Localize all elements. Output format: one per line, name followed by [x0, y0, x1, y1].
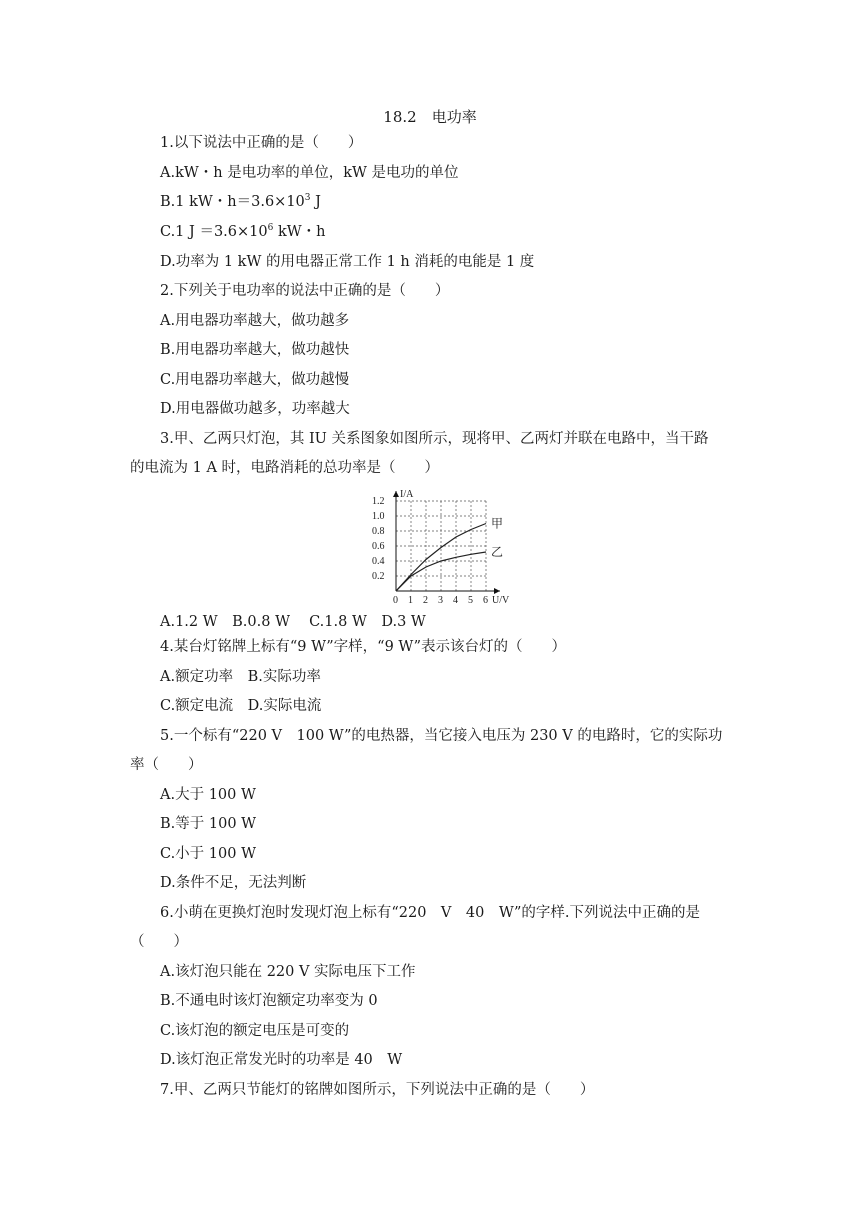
- question-5-option-c: C.小于 100 W: [160, 846, 256, 862]
- question-2-option-d: D.用电器做功越多，功率越大: [160, 401, 350, 417]
- question-1-option-c: C.1 $J =3.6\times 10^6$ kW・h: [160, 223, 326, 240]
- question-2-stem: 2.下列关于电功率的说法中正确的是（ ）: [160, 283, 450, 299]
- x-tick-label: 0: [393, 595, 398, 606]
- x-tick-label: 1: [408, 595, 413, 606]
- question-5-option-b: B.等于 100 W: [160, 816, 257, 832]
- y-tick-label: 0.2: [372, 571, 385, 582]
- question-2-option-b: B.用电器功率越大，做功越快: [160, 342, 350, 358]
- question-3-options: A.1.2 W B.0.8 W C.1.8 W D.3 W: [160, 614, 426, 630]
- question-6-stem-line-2: （ ）: [130, 934, 188, 950]
- question-4-options-cd: C.额定电流 D.实际电流: [160, 698, 322, 714]
- question-1-option-a: A.kW・h 是电功率的单位，kW 是电功的单位: [160, 165, 459, 181]
- x-tick-label: 3: [438, 595, 443, 606]
- question-3-stem-line-1: 3.甲、乙两只灯泡，其 IU 关系图象如图所示，现将甲、乙两灯并联在电路中，当干路: [160, 431, 709, 447]
- page-title: 18.2 电功率: [383, 108, 477, 126]
- question-5-stem-line-1: 5.一个标有“220 V 100 W”的电热器，当它接入电压为 230 V 的电路时，它的实际功: [160, 728, 723, 744]
- y-tick-label: 1.2: [372, 496, 385, 507]
- question-5-option-d: D.条件不足，无法判断: [160, 875, 307, 891]
- x-tick-label: 5: [468, 595, 473, 606]
- x-tick-label: 4: [453, 595, 458, 606]
- question-3-stem-line-2: 的电流为 1 A 时，电路消耗的总功率是（ ）: [130, 460, 440, 476]
- iu-graph: [372, 488, 512, 610]
- question-7-stem: 7.甲、乙两只节能灯的铭牌如图所示，下列说法中正确的是（ ）: [160, 1082, 595, 1098]
- series-label-乙: 乙: [491, 545, 504, 559]
- y-axis-label: I/A: [400, 489, 414, 500]
- question-6-option-a: A.该灯泡只能在 220 V 实际电压下工作: [160, 964, 416, 980]
- question-6-stem-line-1: 6.小萌在更换灯泡时发现灯泡上标有“220 V 40 W”的字样.下列说法中正确的是: [160, 905, 701, 921]
- y-tick-label: 0.6: [372, 541, 385, 552]
- question-5-option-a: A.大于 100 W: [160, 787, 256, 803]
- question-2-option-a: A.用电器功率越大，做功越多: [160, 313, 350, 329]
- question-6-option-b: B.不通电时该灯泡额定功率变为 0: [160, 993, 378, 1009]
- question-1-stem: 1.以下说法中正确的是（ ）: [160, 135, 363, 151]
- x-tick-label: 2: [423, 595, 428, 606]
- question-5-stem-line-2: 率（ ）: [130, 757, 203, 773]
- question-6-option-d: D.该灯泡正常发光时的功率是 40 W: [160, 1052, 403, 1068]
- x-axis-label: U/V: [492, 595, 510, 606]
- question-1-option-d: D.功率为 1 kW 的用电器正常工作 1 h 消耗的电能是 1 度: [160, 254, 535, 270]
- question-1-option-b: B.1 kW・$h=3.6\times 10^3$ J: [160, 193, 321, 210]
- question-4-stem: 4.某台灯铭牌上标有“9 W”字样，“9 W”表示该台灯的（ ）: [160, 639, 566, 655]
- question-2-option-c: C.用电器功率越大，做功越慢: [160, 372, 350, 388]
- y-tick-label: 0.4: [372, 556, 385, 567]
- x-tick-label: 6: [483, 595, 488, 606]
- x-axis-arrow: [494, 588, 500, 594]
- series-label-甲: 甲: [491, 516, 504, 531]
- question-4-options-ab: A.额定功率 B.实际功率: [160, 669, 321, 685]
- question-6-option-c: C.该灯泡的额定电压是可变的: [160, 1023, 350, 1039]
- y-tick-label: 0.8: [372, 526, 385, 537]
- y-axis-arrow: [393, 491, 399, 497]
- y-tick-label: 1.0: [372, 511, 385, 522]
